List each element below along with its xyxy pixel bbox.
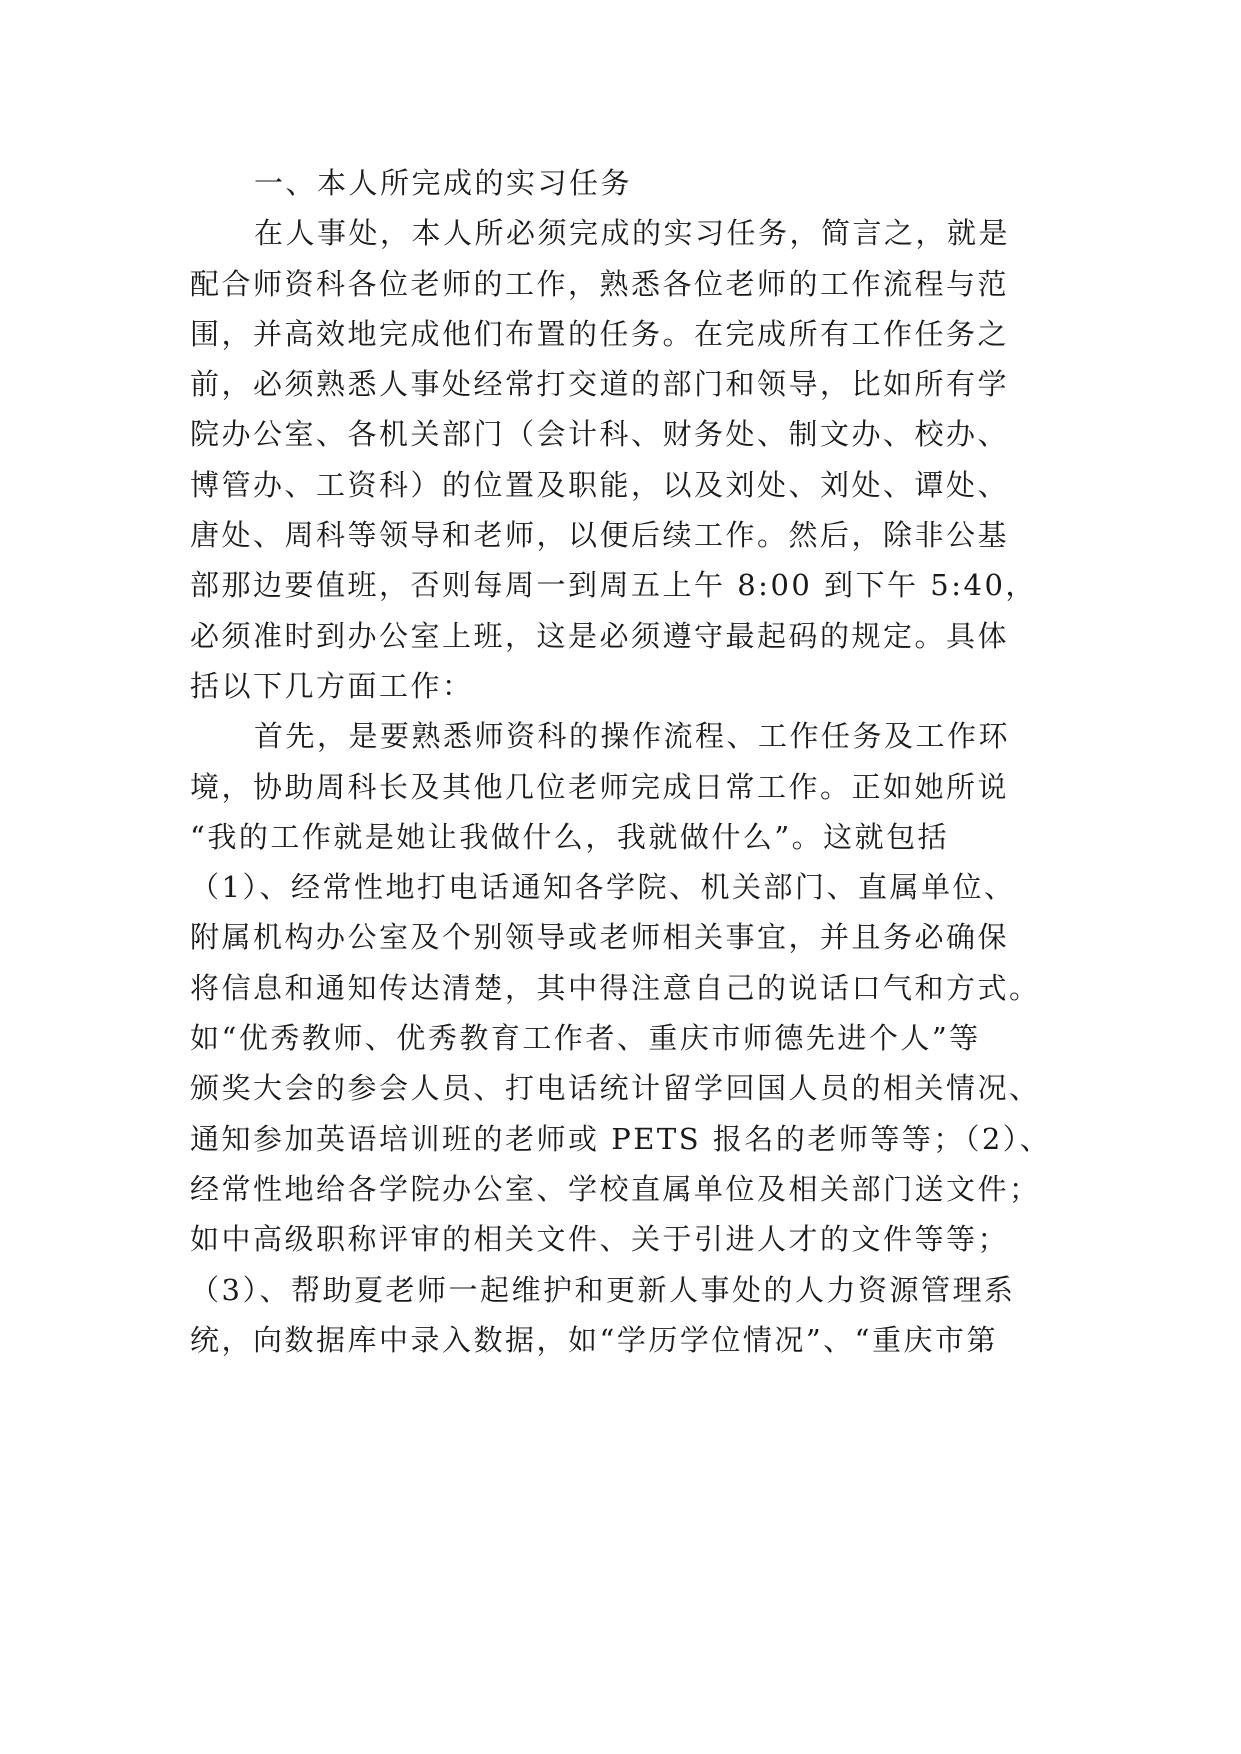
paragraph-line: 前，必须熟悉人事处经常打交道的部门和领导，比如所有学	[190, 367, 1010, 402]
paragraph-line: （1）、经常性地打电话通知各学院、机关部门、直属单位、	[190, 870, 1016, 905]
paragraph-line: 博管办、工资科）的位置及职能，以及刘处、刘处、谭处、	[190, 467, 1010, 502]
paragraph-line: 通知参加英语培训班的老师或 PETS 报名的老师等等；（2）、	[190, 1121, 1052, 1156]
paragraph-line: “我的工作就是她让我做什么，我就做什么”。这就包括	[190, 819, 950, 854]
paragraph-line: （3）、帮助夏老师一起维护和更新人事处的人力资源管理系	[190, 1272, 1016, 1307]
document-body	[190, 158, 1060, 1365]
paragraph-line: 围，并高效地完成他们布置的任务。在完成所有工作任务之	[190, 316, 1010, 351]
paragraph-line: 配合师资科各位老师的工作，熟悉各位老师的工作流程与范	[190, 266, 1010, 301]
paragraph-line: 将信息和通知传达清楚，其中得注意自己的说话口气和方式。	[190, 970, 1041, 1005]
paragraph-line: 统，向数据库中录入数据，如“学历学位情况”、“重庆市第	[190, 1322, 998, 1357]
paragraph-line: 境，协助周科长及其他几位老师完成日常工作。正如她所说	[190, 769, 1010, 804]
paragraph-line: 括以下几方面工作：	[190, 668, 474, 703]
paragraph-line: 颁奖大会的参会人员、打电话统计留学回国人员的相关情况、	[190, 1071, 1041, 1106]
paragraph-line: 必须准时到办公室上班，这是必须遵守最起码的规定。具体	[190, 618, 1010, 653]
paragraph-line: 经常性地给各学院办公室、学校直属单位及相关部门送文件；	[190, 1171, 1041, 1206]
paragraph-line: 唐处、周科等领导和老师，以便后续工作。然后，除非公基	[190, 518, 1010, 553]
paragraph-line: 在人事处，本人所必须完成的实习任务，简言之，就是	[254, 216, 1011, 251]
section-heading: 一、本人所完成的实习任务	[254, 166, 633, 200]
paragraph-line: 如中高级职称评审的相关文件、关于引进人才的文件等等；	[190, 1222, 1010, 1257]
paragraph-line: 如“优秀教师、优秀教育工作者、重庆市师德先进个人”等	[190, 1021, 981, 1056]
paragraph-line: 首先，是要熟悉师资科的操作流程、工作任务及工作环	[254, 719, 1011, 754]
paragraph-line: 部那边要值班，否则每周一到周五上午 8:00 到下午 5:40，	[190, 568, 1037, 603]
paragraph-line: 院办公室、各机关部门（会计科、财务处、制文办、校办、	[190, 417, 1010, 452]
paragraph-line: 附属机构办公室及个别领导或老师相关事宜，并且务必确保	[190, 920, 1010, 955]
